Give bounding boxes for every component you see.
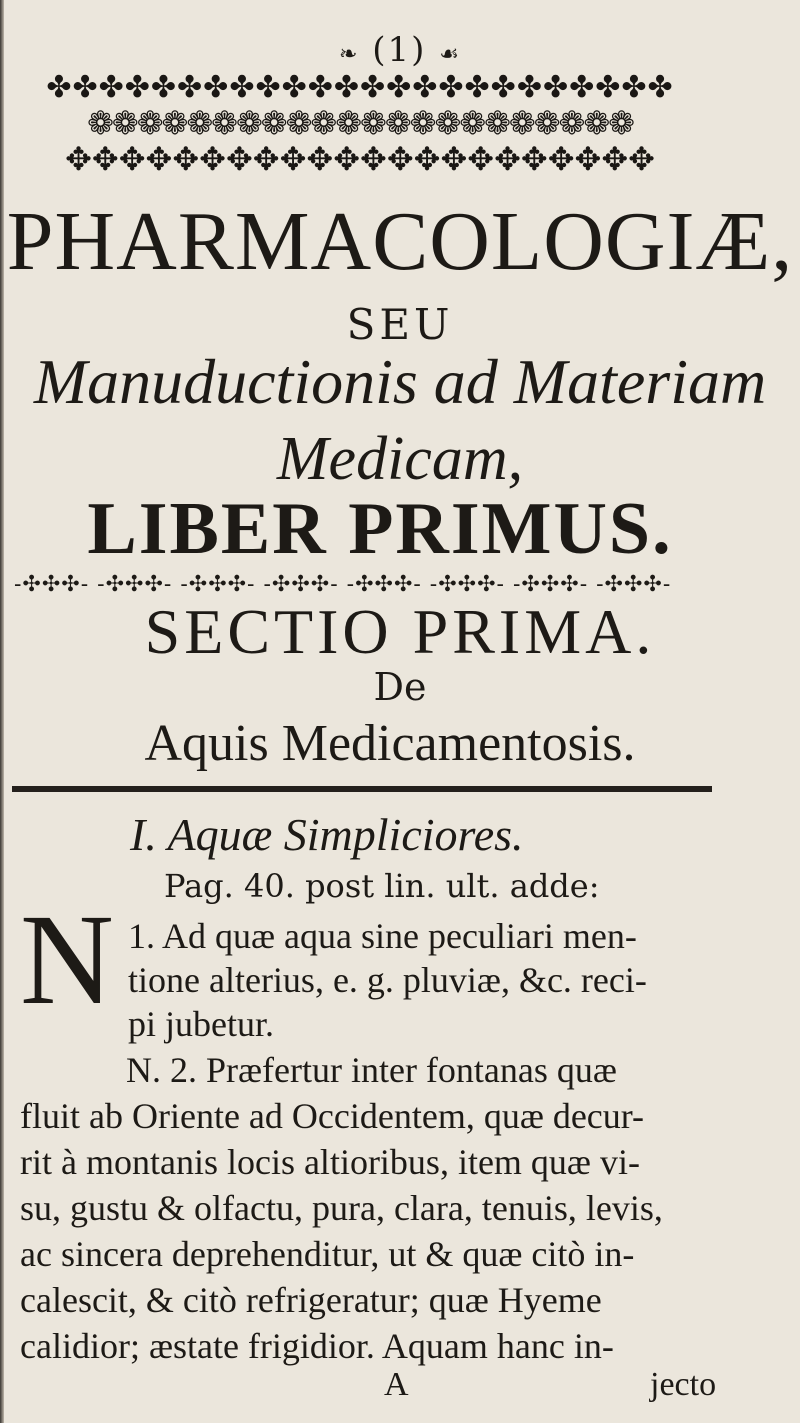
- signature-mark: A: [384, 1366, 409, 1403]
- body-line: N. 2. Præfertur inter fontanas quæ: [126, 1050, 617, 1090]
- body-line: su, gustu & olfactu, pura, clara, tenuis, levis,: [20, 1188, 663, 1228]
- body-line: tione alterius, e. g. pluviæ, &c. reci-: [128, 960, 647, 1000]
- body-line: 1. Ad quæ aqua sine peculiari men-: [128, 916, 637, 956]
- ornament-divider-row: -✣✣✣- -✣✣✣- -✣✣✣- -✣✣✣- -✣✣✣- -✣✣✣- -✣✣✣- -✣✣✣-: [14, 572, 672, 597]
- ornament-band-top: ✤✤✤✤✤✤✤✤✤✤✤✤✤✤✤✤✤✤✤✤✤✤✤✤: [46, 70, 674, 104]
- page-footer: [0, 1366, 800, 1410]
- drop-cap-letter: N: [20, 888, 114, 1032]
- section-preposition: De: [373, 665, 427, 709]
- page-number: (1): [372, 30, 427, 70]
- body-line: rit à montanis locis altioribus, item quæ vi-: [20, 1142, 640, 1182]
- header-ornament-right: ☙: [439, 42, 461, 67]
- section-subject: Aquis Medicamentosis.: [144, 715, 636, 772]
- chapter-heading: I. Aquæ Simpliciores.: [130, 809, 524, 860]
- title-conjunction: SEU: [346, 300, 454, 349]
- subtitle-line-1: Manuductionis ad Materiam: [33, 346, 767, 417]
- header-ornament-left: ❧: [339, 42, 360, 67]
- subtitle-line-2: Medicam,: [276, 425, 524, 493]
- horizontal-rule: [12, 786, 712, 792]
- page-header: [0, 30, 800, 70]
- book-title: PHARMACOLOGIÆ,: [6, 195, 794, 288]
- page-reference-line: Pag. 40. post lin. ult. adde:: [164, 867, 600, 905]
- body-line: ac sincera deprehenditur, ut & quæ citò in-: [20, 1234, 635, 1274]
- body-line: calescit, & citò refrigeratur; quæ Hyeme: [20, 1280, 602, 1320]
- body-line: fluit ab Oriente ad Occidentem, quæ decur-: [20, 1096, 645, 1136]
- catchword: jecto: [650, 1366, 717, 1403]
- section-heading: SECTIO PRIMA.: [144, 596, 656, 667]
- body-line: calidior; æstate frigidior. Aquam hanc in-: [20, 1326, 614, 1366]
- ornament-band-bottom: ✥✥✥✥✥✥✥✥✥✥✥✥✥✥✥✥✥✥✥✥✥✥: [65, 140, 655, 178]
- body-line: pi jubetur.: [128, 1004, 274, 1044]
- book-part-heading: LIBER PRIMUS.: [87, 488, 673, 570]
- ornament-band-middle: ❁❁❁❁❁❁❁❁❁❁❁❁❁❁❁❁❁❁❁❁❁❁: [87, 104, 633, 140]
